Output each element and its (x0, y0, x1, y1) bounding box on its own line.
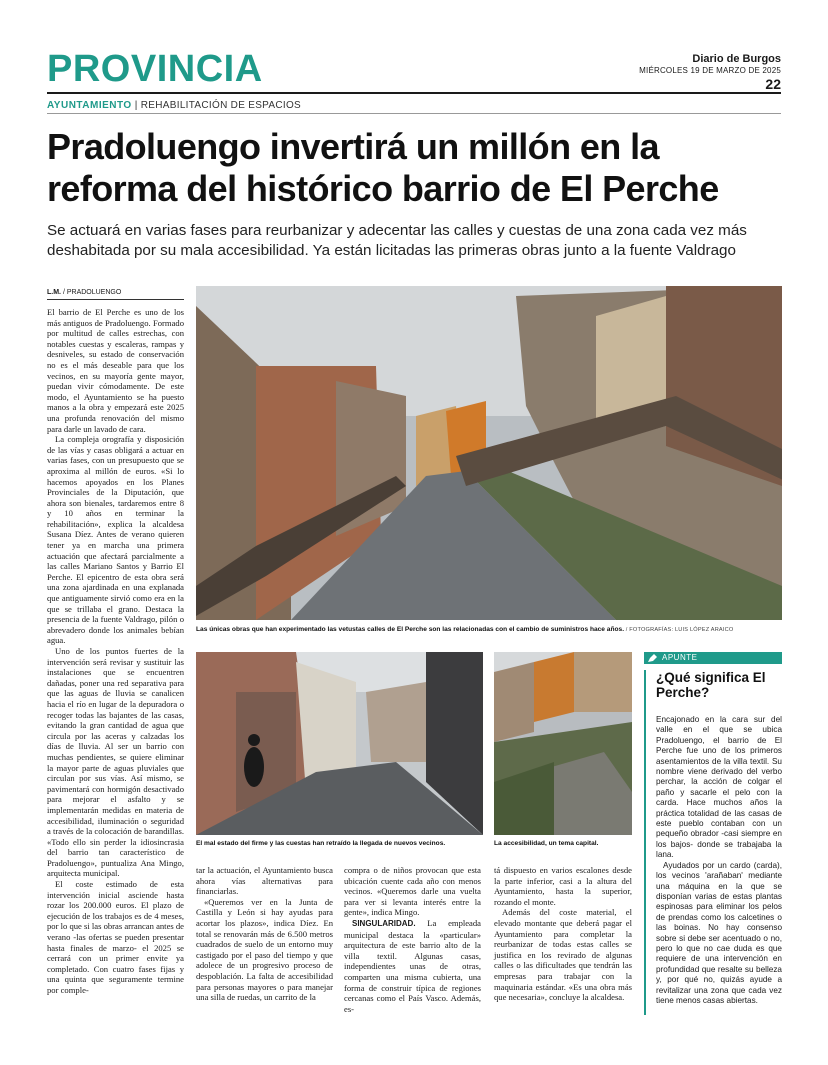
caption-1-text: Las únicas obras que han experimentado las vetustas calles de El Perche son las relacionadas con el cambio de suministros hace años. (196, 626, 625, 633)
body-paragraph: compra o de niños provocan que esta ubicación cuente cada año con menos vecinos. «Queremos darle una vuelta para ver si levanta interés entre la gente», indica Mingo. (344, 865, 481, 918)
section-lead-in: SINGULARIDAD. (352, 918, 416, 928)
headline: Pradoluengo invertirá un millón en la reforma del histórico barrio de El Perche (47, 126, 719, 209)
byline-location: PRADOLUENGO (66, 289, 122, 296)
byline-separator: / (61, 289, 67, 296)
photo-credit: / FOTOGRAFÍAS: LUIS LÓPEZ ARAICO (624, 627, 734, 633)
byline-author: L.M. (47, 289, 61, 296)
photo-caption-3 (494, 840, 632, 847)
photo-caption-1 (196, 626, 782, 633)
sidebar-text (656, 715, 782, 1006)
paper-name: Diario de Burgos (692, 53, 781, 65)
sidebar-paragraph: Encajonado en la cara sur del valle en el que se ubica Pradoluengo, el barrio de El Perche fue uno de los primeros asentamientos de la villa textil. Su nombre viene derivado del verbo perchar, la acción de colgar el paño y sacarle el pelo con la carda. Hace muchos años la práctica totalidad de las casas de este pueblo contaban con un pequeño obrador -casi siempre en los bajos- donde se trabajaba la lana. (656, 715, 782, 860)
section-title: PROVINCIA (47, 48, 263, 90)
header-rule (47, 92, 781, 94)
pencil-icon (648, 654, 657, 662)
body-paragraph: La compleja orografía y disposición de las vías y casas obligará a actuar en varias fases, con un presupuesto que se aproxima al millón de euros. «Si lo hacemos apoyados en los Planes Provinciales de la Diputación, que ahora son bienales, tardaremos entre 8 y 10 años en terminar la rehabilitación», explica la alcaldesa Susana Díez. Antes de verano quieren tener ya en marcha una primera actuación que afectará parcialmente a las calles Mariano Santos y Barrio El Perche. El epicentro de esta obra será una zona ajardinada en una explanada que antiguamente sirvió como era en la que se trillaba el grano. Destaca la presencia de la fuente Valdrago, pilón o abrevadero donde los animales bebían agua. (47, 434, 184, 646)
caption-3-text: La accesibilidad, un tema capital. (494, 840, 599, 847)
sidebar-paragraph: Ayudados por un cardo (carda), los vecinos 'arañaban' mediante una máquina en la que se disponían varias de estas plantas espinosas para eliminar los pelos de prendas como los calcetines o las boinas. No hay consenso sobre si debe ser acentuado o no, pero lo que no cae duda es que requiere de una intervención en profundidad que resalte su belleza y, por qué no, quizás ayude a revitalizar una zona que cada vez tiene menos casas abiertas. (656, 860, 782, 1005)
subhead: Se actuará en varias fases para reurbanizar y adecentar las calles y cuestas de una zona cada vez más deshabitada por su mala accesibilidad. Ya están licitadas las primeras obras junto a la fuente Valdrago (47, 222, 747, 259)
issue-date: MIÉRCOLES 19 DE MARZO DE 2025 (639, 66, 781, 75)
body-paragraph: Además del coste material, el elevado montante que deberá pagar el Ayuntamiento para completar la reurbanizar de todas estas calles se justifica en los revirado de algunas calles o las dificultades que tendrán las empresas para trabajar con la maquinaria estándar. «Es una obra más que necesaria», concluye la alcaldesa. (494, 907, 632, 1003)
main-street-photo (196, 286, 782, 620)
masthead (639, 53, 781, 92)
article-column-4 (494, 865, 632, 1003)
sidebar-accent-bar (644, 670, 646, 1015)
sidebar-title: ¿Qué significa El Perche? (656, 670, 766, 700)
byline (47, 289, 184, 300)
kicker (47, 100, 301, 111)
kicker-rule (47, 113, 781, 114)
body-paragraph: El coste estimado de esta intervención inicial asciende hasta rozar los 200.000 euros. El plazo de ejecución de los trabajos es de 4 meses, por lo que si las obras arrancan antes de verano -las ofertas se pueden presentar hasta finales de marzo- el 2025 se cerrará con un primer envite ya completado. Con cuatro fases fijas y una quinta que seguramente termine por comple- (47, 879, 184, 995)
kicker-separator: | (131, 100, 141, 111)
body-paragraph: tar la actuación, el Ayuntamiento busca ahora vías alternativas para financiarlas. (196, 865, 333, 897)
body-paragraph (344, 918, 481, 1014)
accessibility-photo (494, 652, 632, 835)
photo-caption-2 (196, 840, 483, 847)
body-paragraph: El barrio de El Perche es uno de los más antiguos de Pradoluengo. Formado por multitud de calles estrechas, con notables cuestas y escaleras, rampas y desniveles, su estado de conservación no es el más deseable para que los vecinos, en su mayoría gente mayor, puedan vivir cómodamente. De este modo, el Ayuntamiento se ha puesto manos a la obra y empezará este 2025 una profunda renovación del mismo para darle un lavado de cara. (47, 307, 184, 434)
page-number: 22 (765, 76, 781, 92)
article-column-3 (344, 865, 481, 1014)
apunte-tag: APUNTE (644, 652, 782, 664)
body-paragraph: «Queremos ver en la Junta de Castilla y León si hay ayudas para acortar los plazos», indica Díez. En total se renovarán más de 6.500 metros cuadrados de suelo de un entorno muy castigado por el paso del tiempo y que adolece de un progresivo proceso de despoblación. La falta de accesibilidad para personas mayores o para manejar una silla de ruedas, un carrito de la (196, 896, 333, 1003)
kicker-category: AYUNTAMIENTO (47, 100, 132, 111)
body-paragraph: Uno de los puntos fuertes de la intervención será revisar y sustituir las instalaciones que se encuentren dañadas, poner una red separativa para que las aguas de lluvia se canalicen hacia el río en lugar de la depuradora o recoger todas las bajantes de las casas, evitando la gran cantidad de agua que circula por las aceras y calzadas los días de lluvia. Al ser un barrio con muchas pendientes, se quiere eliminar la mayor parte de aguas pluviales que circulan por sus vías. Así mismo, se pavimentará con hormigón desactivado para mejorar el asfalto y se implementarán medidas en materia de accesibilidad, iluminación o seguridad a través de la colocación de barandillas. «Todo ello sin perder la idiosincrasia del barrio tan característico de Pradoluengo», puntualiza Ana Mingo, arquitecta municipal. (47, 646, 184, 879)
article-column-1 (47, 307, 184, 996)
kicker-topic: REHABILITACIÓN DE ESPACIOS (140, 100, 302, 111)
body-text: La empleada municipal destaca la «particular» arquitectura de este barrio alto de la villa textil. Algunas casas, independientes unas de otras, comparten una misma cubierta, una forma de construir típica de regiones cercanas como el País Vasco. Además, es- (344, 917, 481, 1014)
body-paragraph: tá dispuesto en varios escalones desde la parte inferior, casi a la altura del Ayuntamiento, hasta la superior, rozando el monte. (494, 865, 632, 907)
article-column-2 (196, 865, 333, 1003)
caption-2-text: El mal estado del firme y las cuestas han retraído la llegada de nuevos vecinos. (196, 840, 446, 847)
steep-street-photo (196, 652, 483, 835)
